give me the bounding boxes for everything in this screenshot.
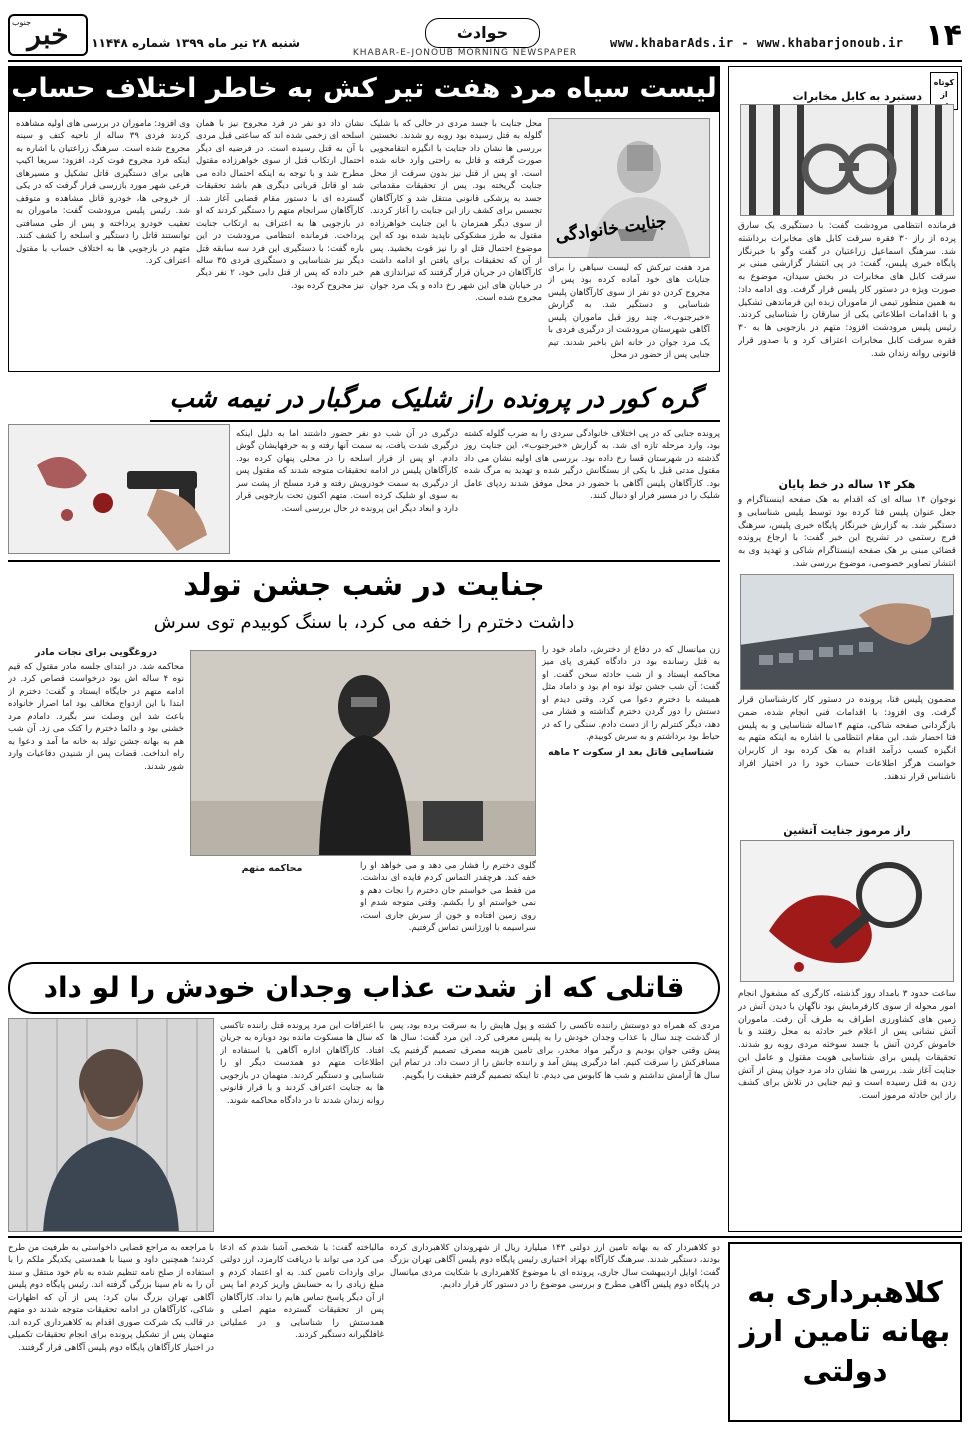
sidebar-item1-body: فرمانده انتظامی مرودشت گفت: با دستگیری یک سارق پرده از راز ۳۰ فقره سرقت کابل های مخابرات برداشته شد. سرهنگ اسماعیل زراعتیان در گفت وگو با خبرنگار پایگاه خبری پلیس، گفت: در پی انتشار گزارشی مبنی بر سرقت کابل های مخابرات در بخش سیدان، موضوع به صورت ویژه در دستور کار پلیس قرار گرفت. وی ادامه داد: به همین منظور تیمی از ماموران زبده این فرماندهی تشکیل و با اقدامات اطلاعاتی یکی از سارقان را شناسایی کردند. رئیس پلیس مرودشت افزود: متهم در بازجویی ها به ۳۰ فقره سرقت کابل مخابرات اعتراف کرد و با صدور قرار قانونی روانه زندان شد.	[738, 221, 956, 359]
sidebar-item2-body: نوجوان ۱۴ ساله ای که اقدام به هک صفحه اینستاگرام و جعل عنوان پلیس فتا کرده بود توسط پلیس شناسایی و دستگیر شد. به گزارش خبرنگار پایگاه خبری پلیس، سرهنگ فرج رستمی در تشریح این خبر گفت: با ارجاع پرونده قضائی مبنی بر هک صفحه اینستاگرام شاکی و تهدید وی به انتشار تصاویر خصوصی، موضوع بررسی شد.	[738, 495, 956, 569]
story2-col-a: پرونده جنایی که در پی اختلاف خانوادگی سردی را به ضرب گلوله کشته بود، وارد مرحله تازه ای شد. به گزارش «خبرجنوب»، این جنایت روز گذشته در شهرستان قسا رخ داده بود. بررسی های اولیه نشان می داد مقتول مدتی قبل با یکی از بستگانش درگیر شده و تهدید به مرگ شده بود. کارآگاهان پلیس آگاهی با حضور در محل موفق شدند ردپای عامل شلیک را در مسیر فرار او دنبال کنند.	[464, 429, 720, 502]
newspaper-logo	[8, 14, 88, 56]
story1-col-c: وی افزود: ماموران در بررسی های اولیه مشاهده کردند فردی ۳۹ ساله از ناحیه کتف و سینه مجروح شده است. سرهنگ زراعتیان با اشاره به اینکه فرد مجروح فوت کرد، افزود: سریعا اکیپ هایی برای دستگیری قاتل تشکیل و مسیرهای فرعی شهر مورد بازرسی قرار گرفت که در یکی از خروجی ها، خودرو قاتل مشاهده و متوقف شد. رئیس پلیس مرودشت گفت: ماموران به تعقیب خودرو پرداخته و پس از طی مسافتی توانستند قاتل را دستگیر و اسلحه را کشف کنند. متهم در بازجویی ها به اختلاف حساب با مقتول اعتراف کرد.	[16, 119, 190, 266]
story1-headline-bar	[8, 66, 720, 112]
man-covering-face-image	[8, 1019, 213, 1232]
story5-headline: کلاهبرداری به بهانه تامین ارز دولتی	[739, 1275, 951, 1388]
story3-subsection-c: دروغگویی برای نجات مادر	[34, 647, 158, 658]
veiled-woman-image	[190, 651, 535, 856]
sidebar-item4-title: راز مرموز جنایت آتشین	[783, 824, 911, 837]
story1-headline: لیست سیاه مرد هفت تیر کش به خاطر اختلاف حساب	[11, 73, 717, 104]
story4-headline: قاتلی که از شدت عذاب وجدان خودش را لو داد	[43, 971, 685, 1004]
story5-headline-box	[728, 1242, 962, 1422]
keyboard-photo	[740, 574, 954, 690]
story1-col-b: نشان داد دو نفر در فرد مجروح نیز با همان اسلحه ای زخمی شده اند که ساعتی قبل مردی با آن به قتل رسیده است. در فرضیه ای دیگر احتمال ارتکاب قتل از سوی خواهرزاده مقتول مطرح شد و با توجه به اینکه احتمال داده می شد او قاتل قربانی دیگری هم باشد تحقیقات گسترده ای با دستور مقام قضایی آغاز شد. کارآگاهان سرانجام متهم را دستگیر کردند که او در بازجویی ها به اعتراف به ارتکاب جنایت پرداخت. فرمانده انتظامی مرودشت در این باره گفت: با دستگیری این فرد سه سابقه قتل دیگر نیز شناسایی و دستگیری فردی ۳۵ ساله خبر داده که پس از قتل دایی خود، ۲ نفر دیگر نیز مجروح کرده بود.	[196, 119, 364, 291]
story3-col-a	[542, 644, 720, 956]
story3-col-c	[8, 644, 184, 956]
story1-lede: مرد هفت تیرکش که لیست سیاهی را برای جنایات های خود آماده کرده بود پس از مجروح کردن دو نفر از سوی کارآگاهان پلیس شناسایی و دستگیر شد. به گزارش «خبرجنوب»، چند روز قبل ماموران پلیس آگاهی شهرستان مرودشت از درگیری فردی با یک مرد جوان در خانه اش باخبر شدند. تیم جنایی پس از حضور در محل	[548, 263, 710, 361]
story4-headline-box	[8, 962, 720, 1014]
story4-col-a: مردی که همراه دو دوستش راننده تاکسی را کشته و پول هایش را به سرقت برده بود، پس از گذشت چند سال با عذاب وجدان خودش را به پلیس معرفی کرد. این مرد گفت: سال ها پیش وقتی جوان بودیم و درگیر مواد مخدر، برای تامین هزینه مصرف تصمیم گرفتیم یک مسافرکش را سرقت کنیم. اما درگیری پیش آمد و راننده جانش را از دست داد. در تمام این سال ها آرامش نداشتم و شب ها کابوس می دیدم. تا اینکه تصمیم گرفتم حقیقت را بگویم.	[390, 1021, 720, 1081]
story3-top-rule	[8, 560, 720, 562]
story3-photo	[190, 650, 536, 856]
story3-subsection-b: شناسایی قاتل بعد از سکوت ۲ ماهه	[548, 746, 714, 758]
story3-subsection-a: محاکمه متهم	[241, 863, 303, 874]
issue-date: شنبه ۲۸ تیر ماه ۱۳۹۹ شماره ۱۱۴۴۸	[91, 36, 300, 50]
story3-col-b1: گلوی دخترم را فشار می دهد و می خواهد او را خفه کند. هرچقدر التماس کردم فایده ای نداشت. من فقط می خواستم جان دخترم را نجات دهم و نمی خواستم او را بکشم. وقتی متوجه شدم او روی زمین افتاده و خون از سرش جاری است، سراسیمه با اورژانس تماس گرفتیم.	[360, 861, 536, 934]
gun-hand-image	[8, 425, 229, 554]
logo-small-text: جنوب	[12, 18, 32, 27]
story5-col-b: مالباخته گفت: با شخصی آشنا شدم که ادعا می کرد می تواند با دریافت کارمزد، ارز دولتی برای واردات تامین کند. به او اعتماد کردم و مبلغ زیادی را به حسابش واریز کردم اما پس از آن دیگر پاسخ تماس هایم را نداد. کارآگاهان پس از تحقیقات گسترده متهم اصلی و همدستش را شناسایی و در عملیاتی غافلگیرانه دستگیر کردند.	[220, 1243, 384, 1341]
story5-col-a: دو کلاهبردار که به بهانه تامین ارز دولتی ۱۴۳ میلیارد ریال از شهروندان کلاهبرداری کرده بودند، دستگیر شدند. سرهنگ کارآگاه بهزاد اختیاری رئیس پایگاه دوم پلیس آگاهی تهران بزرگ گفت: اوایل اردیبهشت سال جاری، پرونده ای با موضوع کلاهبرداری با شکایت مردی میانسال در پایگاه دوم پلیس آگاهی مطرح و بررسی موضوع را در دستور کار قرار دادیم.	[390, 1243, 720, 1291]
logo-text: خبر	[27, 18, 69, 51]
sidebar-item2-title: هکر ۱۴ ساله در خط پایان	[778, 478, 916, 491]
story2-photo	[8, 424, 230, 554]
fire-crime-photo	[740, 840, 954, 982]
story4-photo	[8, 1018, 214, 1232]
header-rule	[8, 60, 962, 62]
story1-photo	[548, 118, 710, 258]
story4-col-b: با اعترافات این مرد پرونده قتل راننده تاکسی که سال ها مسکوت مانده بود دوباره به جریان افتاد. کارآگاهان اداره آگاهی با استفاده از اطلاعات متهم دو همدست دیگر او را شناسایی و دستگیر کردند. متهمان در بازجویی ها به جنایت اعتراف کردند و با قرار قانونی روانه زندان شدند تا در دادگاه محاکمه شوند.	[220, 1021, 384, 1106]
story3-headline: جنایت در شب جشن تولد	[8, 566, 720, 606]
story1-image-caption: جنایت خانوادگی	[554, 211, 668, 247]
story1-col-a: محل جنایت با جسد مردی در حالی که با شلیک گلوله به قتل رسیده بود روبه رو شدند. نخستین بررسی ها نشان داد جنایت با انگیزه انتقامجویی صورت گرفته و قاتل به راحتی وارد خانه شده است. او پس از قتل نیز بدون سرقت از محل جنایت گریخته بود. پس از تحقیقات مقدماتی جسد به پزشکی قانونی منتقل شد و کارآگاهان تجسس برای کشف راز این جنایت را آغاز کردند. از سوی دیگر همزمان با این جنایت خواهرزاده مقتول به طرز مشکوکی ناپدید شده بود که این موضوع احتمال قتل او را نیز قوت بخشید. پس از آن که تحقیقات برای یافتن او ادامه داشت کارآگاهان در جریان قرار گرفتند که تیراندازی هم در خیابان های این شهر رخ داده و یک مرد جوان مجروح شده است.	[370, 119, 542, 304]
story2-col-b: درگیری در آن شب دو نفر حضور داشتند اما به دلیل اینکه درگیری شدت یافت، به سمت آنها رفته و به حرفهایشان گوش دادم. او پس از فرار اسلحه را در محلی پنهان کرده بود. کارآگاهان پلیس در ادامه تحقیقات متوجه شدند که مقتول پس از درگیری به سمت خودرویش رفته و فرد مسلح از پشت سر به سوی او شلیک کرده است. متهم اکنون تحت بازجویی قرار دارد و ابعاد دیگر این پرونده در حال بررسی است.	[236, 429, 458, 514]
sidebar-tag: کوتاه از	[930, 72, 958, 110]
handcuffs-bars-image	[740, 105, 953, 216]
story2-headline-wrap	[150, 378, 720, 422]
handcuffs-photo	[740, 104, 954, 216]
story3-subhead: داشت دخترم را خفه می کرد، با سنگ کوبیدم توی سرش	[8, 608, 720, 638]
story3-col-c-text: محاکمه شد. در ابتدای جلسه مادر مقتول که قیم نوه ۴ ساله اش بود درخواست قصاص کرد. در ادامه متهم در جایگاه ایستاد و گفت: دخترم از ابتدا با این ازدواج مخالف بود اما اصرار خانواده باعث شد این وصلت سر بگیرد. دامادم مرد خشنی بود و دائما دخترم را کتک می زد. آن شب هم به بهانه جشن تولد به خانه ما آمد و دعوا به راه انداخت. قضات پس از شنیدن دفاعیات وارد شور شدند.	[8, 662, 184, 772]
sidebar-item1-title: دستبرد به کابل مخابرات	[792, 90, 922, 103]
hacker-keyboard-image	[740, 575, 953, 690]
story3-col-b2	[190, 860, 354, 956]
section-badge: حوادث	[425, 18, 540, 48]
sidebar-item4-body: ساعت حدود ۳ بامداد روز گذشته، کارگری که مشغول انجام امور محوله از سوی کارفرمایش بود ناگهان با دیدن آتش در زمین های کشاورزی اطراف به طرف آن رفت. ماموران آتش نشانی پس از اعلام خبر حادثه به محل رفتند و با خاموش کردن آتش با جسد سوخته مردی روبه رو شدند. تحقیقات پلیس برای شناسایی هویت مقتول و عامل این جنایت آغاز شد. بررسی ها نشان داد مرد جوان پیش از آتش زدن به قتل رسیده است و تیم جنایی در تلاش برای کشف راز این حادثه مرموز است.	[738, 989, 956, 1101]
story5-col-c: با مراجعه به مراجع قضایی داخواستی به ظرفیت من طرح کردند؛ همچنین داود و سینا با همدستی یکدیگر ملکم را با استفاده از صلح نامه تنظیم شده به نام خود منتقل و سند آن را به نام سینا بزرگی گرفته اند. رئیس پایگاه دوم پلیس آگاهی تهران بزرگ بیان کرد: پس از آن که اظهارات شاکی، کارآگاهان در ادامه تحقیقات متوجه شدند دو متهم در قالب یک شرکت صوری اقدام به کلاهبرداری کرده اند. متهمان پس از تشکیل پرونده برای انجام تحقیقات تکمیلی در اختیار کارآگاهان پایگاه دوم پلیس آگاهی قرار گرفتند.	[8, 1243, 214, 1353]
page-number: ۱۴	[925, 18, 962, 53]
website-url[interactable]: www.khabarAds.ir - www.khabarjonoub.ir	[610, 36, 904, 50]
masthead-subtitle: KHABAR-E-JONOUB MORNING NEWSPAPER	[352, 48, 578, 58]
story2-headline: گره کور در پرونده راز شلیک مرگبار در نیمه شب	[150, 378, 720, 420]
sidebar-item3-body: مضمون پلیس فتا، پرونده در دستور کار کارشناسان قرار گرفت. وی افزود: با اقدامات فنی انجام شده، ضمن بازگردانی صفحه شاکی، متهم ۱۴ساله شناسایی و به پلیس فتا احضار شد. این مقام انتظامی با اشاره به اینکه متهم به انگیزه کسب درآمد اقدام به هک کرده بود از کاربران خواست هرگز اطلاعات حساب خود را در اختیار افراد ناشناس قرار ندهند.	[738, 695, 956, 782]
magnifier-blood-image	[740, 841, 953, 982]
story5-top-rule	[8, 1236, 962, 1238]
story3-col-a-text: زن میانسال که در دفاع از دخترش، داماد خود را به قتل رسانده بود در دادگاه کیفری پای میز محاکمه ایستاد و از شب حادثه سخن گفت. او گفت: آن شب جشن تولد نوه ام بود و داماد مثل همیشه با دخترم دعوا می کرد. وقتی دیدم او دستش را دور گردن دخترم گذاشته و فشار می دهد، دیگر کنترلم را از دست دادم. سنگی را که در حیاط بود برداشتم و به سرش کوبیدم.	[542, 645, 720, 743]
